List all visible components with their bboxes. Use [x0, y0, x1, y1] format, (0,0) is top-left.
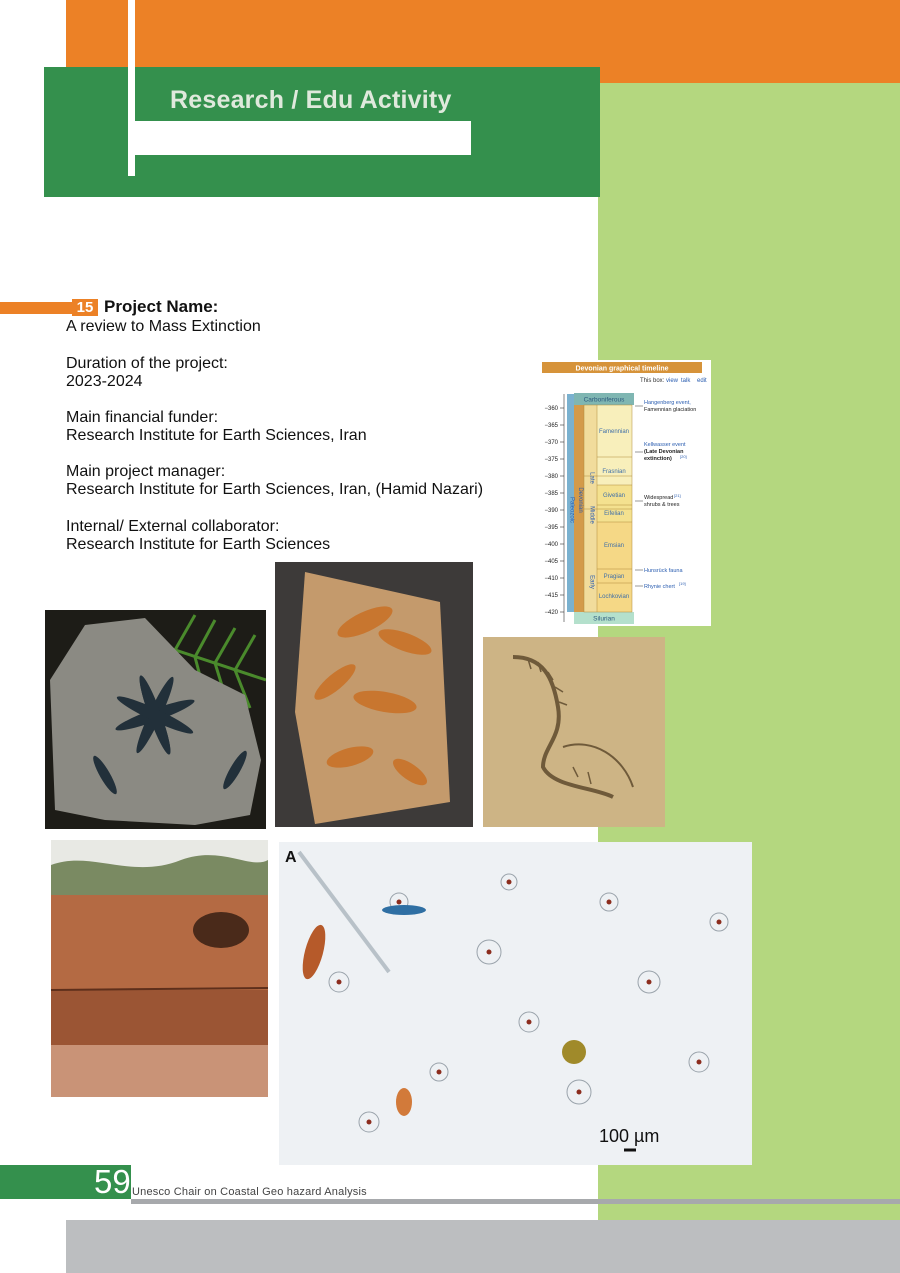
manager-value: Research Institute for Earth Sciences, Iran, (Hamid Nazari) — [66, 481, 484, 498]
stage-famennian: Famennian — [598, 429, 630, 435]
stage-lochkovian: Lochkovian — [598, 594, 630, 600]
event-shrubs: shrubs & trees — [644, 502, 680, 508]
event-extinction: extinction) — [644, 456, 672, 462]
bottom-gray-band — [66, 1220, 900, 1273]
timeline-tick-label: −405 — [544, 559, 558, 565]
funder-label: Main financial funder: — [66, 409, 219, 426]
timeline-tick-label: −385 — [544, 491, 558, 497]
timeline-tick-label: −410 — [544, 576, 558, 582]
stage-emsian: Emsian — [603, 543, 625, 549]
plankton-micrograph-photo — [279, 842, 752, 1165]
duration-label: Duration of the project: — [66, 355, 228, 372]
timeline-tick-label: −400 — [544, 542, 558, 548]
fossil-leaves-slab-photo — [275, 562, 473, 827]
event-late-devonian: (Late Devonian — [644, 449, 684, 455]
footer-caption: Unesco Chair on Coastal Geo hazard Analysis — [132, 1186, 367, 1198]
fossil-star-leaf-photo — [45, 610, 266, 829]
collaborator-label: Internal/ External collaborator: — [66, 518, 280, 535]
event-ref-21: [21] — [674, 493, 681, 498]
stage-frasnian: Frasnian — [602, 469, 626, 475]
event-ref-19: [19] — [679, 581, 686, 586]
header-white-bar — [135, 121, 471, 155]
project-name-value: A review to Mass Extinction — [66, 318, 261, 335]
project-name-label: Project Name: — [104, 297, 219, 316]
stage-eifelian: Eifelian — [604, 511, 624, 517]
late-epoch-box — [584, 405, 597, 476]
devonian-timeline-figure — [540, 360, 711, 626]
timeline-tick-label: −395 — [544, 525, 558, 531]
plankton-panel-label: A — [285, 849, 297, 866]
rock-outcrop-photo — [51, 840, 268, 1097]
epoch-late: Late — [588, 472, 595, 484]
fossil-skeleton-photo — [483, 637, 665, 827]
epoch-middle: Middle — [588, 506, 595, 524]
stage-pragian: Pragian — [603, 574, 625, 580]
event-famennian-glaciation: Famennian glaciation — [644, 407, 697, 413]
timeline-link-talk[interactable]: talk — [681, 378, 691, 384]
timeline-tick-label: −365 — [544, 423, 558, 429]
collaborator-value: Research Institute for Earth Sciences — [66, 536, 331, 553]
footer-gray-line — [131, 1199, 900, 1204]
timeline-tick-label: −380 — [544, 474, 558, 480]
timeline-tick-label: −375 — [544, 457, 558, 463]
timeline-link-view[interactable]: view — [666, 378, 679, 384]
manager-label: Main project manager: — [66, 463, 226, 480]
event-ref-20: [20] — [680, 454, 687, 459]
event-kellwasser: Kellwasser event — [644, 442, 686, 448]
event-widespread: Widespread — [644, 495, 674, 501]
period-devonian: Devonian — [577, 487, 583, 513]
funder-value: Research Institute for Earth Sciences, Iran — [66, 427, 367, 444]
header-white-divider — [128, 0, 135, 176]
page-number: 59 — [94, 1163, 131, 1200]
timeline-tick-label: −420 — [544, 610, 558, 616]
bottom-period-label: Silurian — [593, 615, 615, 623]
timeline-tick-label: −360 — [544, 406, 558, 412]
page-title: Research / Edu Activity — [170, 86, 452, 114]
timeline-tick-label: −390 — [544, 508, 558, 514]
epoch-early: Early — [588, 575, 595, 589]
era-paleozoic: Paleozoic — [568, 496, 575, 524]
stage-givetian: Givetian — [602, 493, 626, 499]
timeline-title: Devonian graphical timeline — [575, 365, 669, 373]
project-number-badge: 15 — [72, 299, 98, 316]
timeline-tick-label: −415 — [544, 593, 558, 599]
event-hunsruck: Hunsrück fauna — [644, 568, 683, 574]
event-hangenberg: Hangenberg event, — [644, 400, 691, 406]
timeline-link-edit[interactable]: edit — [697, 378, 707, 384]
duration-value: 2023-2024 — [66, 373, 143, 390]
timeline-box-label: This box: — [640, 378, 665, 384]
scale-bar-label: 100 µm — [599, 1126, 660, 1146]
early-epoch-box — [584, 509, 597, 612]
timeline-tick-label: −370 — [544, 440, 558, 446]
event-rhynie: Rhynie chert — [644, 584, 675, 590]
top-period-label: Carboniferous — [583, 396, 625, 404]
